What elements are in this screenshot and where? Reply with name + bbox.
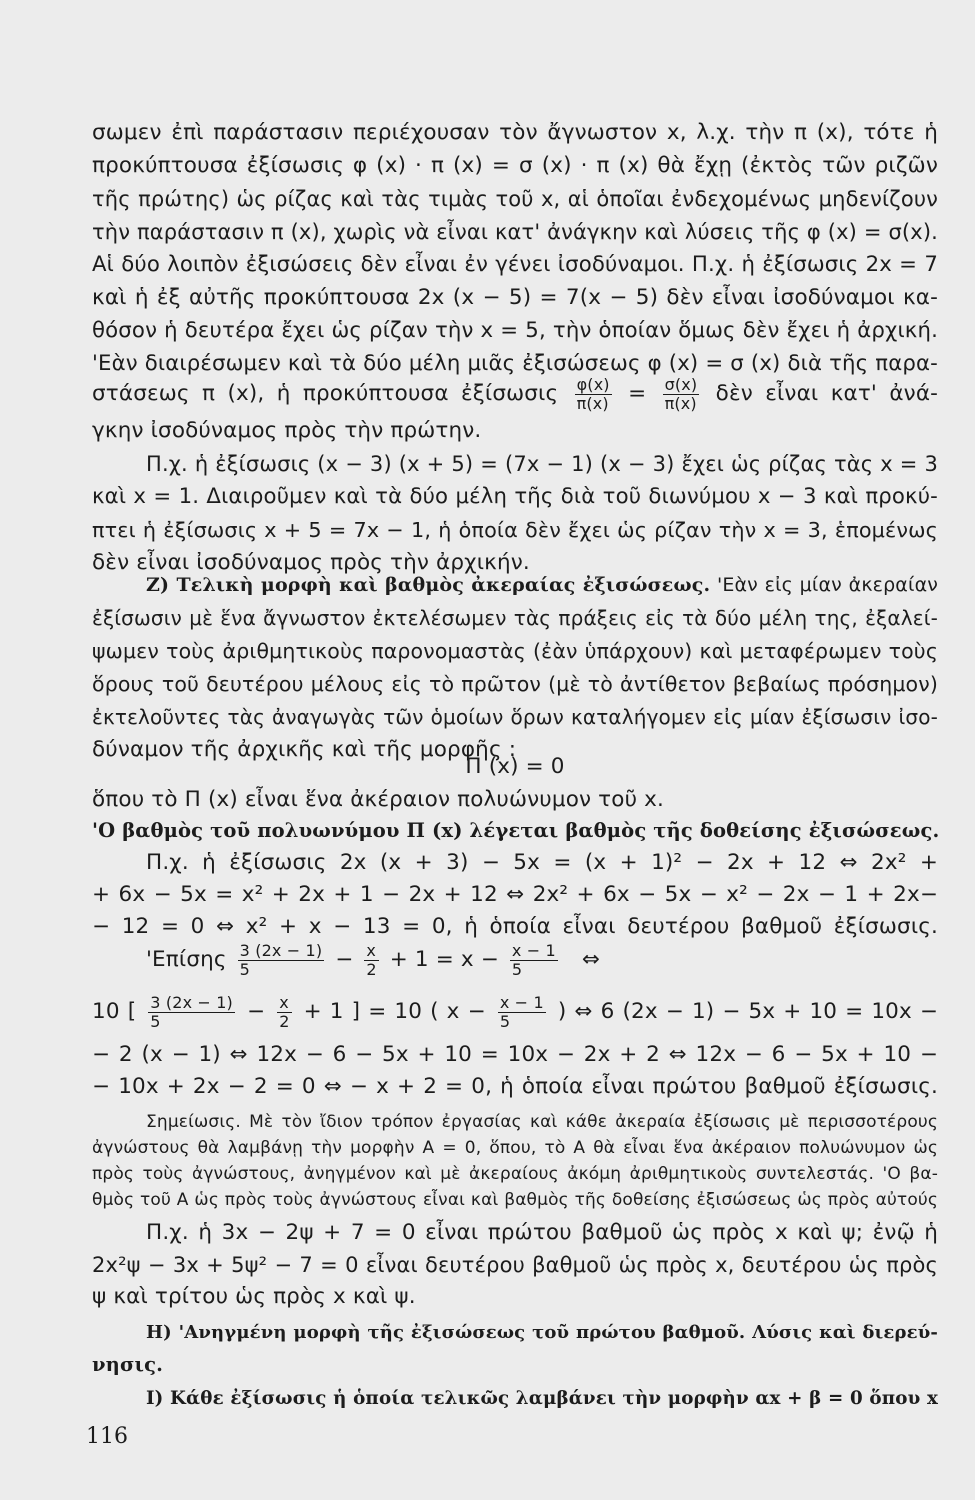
numerator: φ(x): [576, 374, 610, 394]
text-segment: ) ⇔ 6 (2x − 1) − 5x + 10 = 10x −: [557, 999, 939, 1024]
text-line: καὶ x = 1. Διαιροῦμεν καὶ τὰ δύο μέλη τῆς διὰ τοῦ διωνύμου x − 3 καὶ προκύ-: [92, 484, 938, 509]
text-segment: + 1 ] = 10 ( x −: [303, 999, 486, 1024]
denominator: 2: [366, 959, 377, 979]
section-heading: Ζ) Τελικὴ μορφὴ καὶ βαθμὸς ἀκεραίας ἐξισώσεως.: [146, 574, 711, 596]
page-number: 116: [86, 1424, 128, 1449]
text-line: πτει ἡ ἐξίσωσις x + 5 = 7x − 1, ἡ ὁποία δὲν ἔχει ὡς ρίζαν τὴν x = 3, ἑπομένως: [92, 518, 938, 542]
fraction: [498, 994, 546, 1031]
text-line: θόσον ἡ δευτέρα ἔχει ὡς ρίζαν τὴν x = 5, τὴν ὁποίαν ὅμως δὲν ἔχει ἡ ἀρχική.: [92, 318, 938, 343]
text-line: Π.χ. ἡ ἐξίσωσις (x − 3) (x + 5) = (7x − 1) (x − 3) ἔχει ὡς ρίζας τὰς x = 3: [146, 452, 938, 476]
text-segment: στάσεως π (x), ἡ προκύπτουσα ἐξίσωσις: [92, 381, 559, 406]
text-line: ἐκτελοῦντες τὰς ἀναγωγὰς τῶν ὁμοίων ὅρων καταλήγομεν εἰς μίαν ἐξίσωσιν ἰσο-: [92, 705, 938, 729]
text-line: τῆς πρώτης) ὡς ρίζας καὶ τὰς τιμὰς τοῦ x, αἱ ὁποῖαι ἐνδεχομένως μηδενίζουν: [92, 187, 938, 211]
fraction: [663, 376, 700, 413]
fraction: [364, 942, 378, 979]
text-line: ὅπου τὸ Π (x) εἶναι ἕνα ἀκέραιον πολυώνυμον τοῦ x.: [92, 787, 665, 812]
note-line: Σημείωσις. Μὲ τὸν ἴδιον τρόπον ἐργασίας καὶ κάθε ἀκεραία ἐξίσωσις μὲ περισσοτέρους: [146, 1112, 938, 1132]
numerator: 3 (2x − 1): [239, 940, 323, 960]
numerator: x − 1: [499, 992, 544, 1012]
text-segment: 'Επίσης: [146, 947, 227, 972]
minus-sign: −: [246, 999, 266, 1024]
text-line: ἐξίσωσιν μὲ ἕνα ἄγνωστον ἐκτελέσωμεν τὰς πράξεις εἰς τὰ δύο μέλη της, ἐξαλεί-: [92, 606, 938, 630]
equation-line: − 2 (x − 1) ⇔ 12x − 6 − 5x + 10 = 10x − 2x + 2 ⇔ 12x − 6 − 5x + 10 −: [92, 1042, 938, 1067]
fraction: [510, 942, 558, 979]
fraction: [238, 942, 325, 979]
text-line: τὴν παράστασιν π (x), χωρὶς νὰ εἶναι κατ' ἀνάγκην καὶ λύσεις τῆς φ (x) = σ(x).: [92, 220, 938, 244]
equals-sign: =: [628, 381, 647, 406]
text-line: Π.χ. ἡ 3x − 2ψ + 7 = 0 εἶναι πρώτου βαθμοῦ ὡς πρὸς x καὶ ψ; ἐνῷ ἡ: [146, 1220, 938, 1245]
fraction-equation-line: [92, 375, 938, 413]
note-line: θμὸς τοῦ Α ὡς πρὸς τοὺς ἀγνώστους εἶναι καὶ βαθμὸς τῆς δοθείσης ἐξισώσεως ὡς πρὸς αὐτούς: [92, 1190, 938, 1210]
equation-line: − 10x + 2x − 2 = 0 ⇔ − x + 2 = 0, ἡ ὁποία εἶναι πρώτου βαθμοῦ ἐξίσωσις.: [92, 1074, 938, 1099]
fraction: [575, 376, 612, 413]
text-line: καὶ ἡ ἐξ αὐτῆς προκύπτουσα 2x (x − 5) = 7(x − 5) δὲν εἶναι ἰσοδύναμοι κα-: [92, 285, 938, 310]
text-line: σωμεν ἐπὶ παράστασιν περιέχουσαν τὸν ἄγνωστον x, λ.χ. τὴν π (x), τότε ἡ: [92, 120, 938, 145]
equation-line: + 6x − 5x = x² + 2x + 1 − 2x + 12 ⇔ 2x² + 6x − 5x − x² − 2x − 1 + 2x−: [92, 882, 938, 907]
text-segment: + 1 = x −: [389, 947, 499, 972]
denominator: 5: [511, 959, 523, 979]
numerator: σ(x): [664, 374, 698, 394]
minus-sign: −: [335, 947, 354, 972]
text-line: δὲν εἶναι ἰσοδύναμος πρὸς τὴν ἀρχικήν.: [92, 550, 530, 575]
numerator: x − 1: [511, 940, 556, 960]
denominator: 5: [239, 959, 250, 979]
numerator: x: [364, 942, 378, 961]
equivalence-sign: ⇔: [581, 947, 600, 972]
equation-line: Π.χ. ἡ ἐξίσωσις 2x (x + 3) − 5x = (x + 1)² − 2x + 12 ⇔ 2x² +: [146, 850, 938, 875]
numerator: 3 (2x − 1): [150, 992, 233, 1012]
section-heading: Η) 'Ανηγμένη μορφὴ τῆς ἐξισώσεως τοῦ πρώτου βαθμοῦ. Λύσις καὶ διερεύ-: [146, 1322, 938, 1343]
fraction: [277, 994, 291, 1031]
denominator: π(x): [576, 393, 609, 413]
numerator: x: [277, 994, 291, 1013]
section-heading-line: [146, 570, 938, 600]
text-line: Αἱ δύο λοιπὸν ἐξισώσεις δὲν εἶναι ἐν γένει ἰσοδύναμοι. Π.χ. ἡ ἐξίσωσις 2x = 7: [92, 252, 938, 277]
note-line: ἀγνώστους θὰ λαμβάνῃ τὴν μορφὴν Α = 0, ὅπου, τὸ Α θὰ εἶναι ἕνα ἀκέραιον πολυώνυμον ὡς: [92, 1138, 938, 1158]
text-line: 2x²ψ − 3x + 5ψ² − 7 = 0 εἶναι δευτέρου βαθμοῦ ὡς πρὸς x, δευτέρου ὡς πρὸς: [92, 1253, 938, 1277]
note-line: πρὸς τοὺς ἀγνώστους, ἀνηγμένον καὶ μὲ ἀκεραίους ἀκόμη ἀριθμητικοὺς συντελεστάς. 'Ο βα-: [92, 1164, 938, 1184]
text-segment: 10 [: [92, 999, 137, 1024]
equation-line: − 12 = 0 ⇔ x² + x − 13 = 0, ἡ ὁποία εἶναι δευτέρου βαθμοῦ ἐξίσωσις.: [92, 914, 938, 939]
text-line: γκην ἰσοδύναμος πρὸς τὴν πρώτην.: [92, 418, 482, 443]
denominator: 2: [279, 1011, 290, 1031]
section-heading: Ι) Κάθε ἐξίσωσις ἡ ὁποία τελικῶς λαμβάνει τὴν μορφὴν αx + β = 0 ὅπου x: [146, 1388, 938, 1409]
formula-line: Π (x) = 0: [465, 754, 565, 779]
text-line: ψ καὶ τρίτου ὡς πρὸς x καὶ ψ.: [92, 1284, 416, 1309]
text-line: ὅρους τοῦ δευτέρου μέλους εἰς τὸ πρῶτον (μὲ τὸ ἀντίθετον βεβαίως πρόσημον): [92, 672, 938, 696]
text-line: προκύπτουσα ἐξίσωσις φ (x) · π (x) = σ (x) · π (x) θὰ ἔχῃ (ἐκτὸς τῶν ριζῶν: [92, 153, 938, 178]
text-line: δύναμον τῆς ἀρχικῆς καὶ τῆς μορφῆς :: [92, 737, 517, 762]
denominator: 5: [150, 1011, 161, 1031]
text-segment: 'Εὰν εἰς μίαν ἀκεραίαν: [716, 574, 939, 596]
text-line: ψωμεν τοὺς ἀριθμητικοὺς παρονομαστὰς (ἐὰν ὑπάρχουν) καὶ μεταφέρωμεν τοὺς: [92, 639, 938, 663]
fraction-equation-line: [146, 940, 938, 980]
denominator: 5: [499, 1011, 511, 1031]
section-heading: νησις.: [92, 1353, 164, 1376]
text-segment: δὲν εἶναι κατ' ἀνά-: [715, 381, 939, 406]
denominator: π(x): [664, 393, 697, 413]
fraction: [148, 994, 235, 1031]
fraction-equation-line: [92, 992, 938, 1032]
definition-line: 'Ο βαθμὸς τοῦ πολυωνύμου Π (x) λέγεται βαθμὸς τῆς δοθείσης ἐξισώσεως.: [92, 819, 940, 842]
text-line: 'Εὰν διαιρέσωμεν καὶ τὰ δύο μέλη μιᾶς ἐξισώσεως φ (x) = σ (x) διὰ τῆς παρα-: [92, 351, 938, 376]
